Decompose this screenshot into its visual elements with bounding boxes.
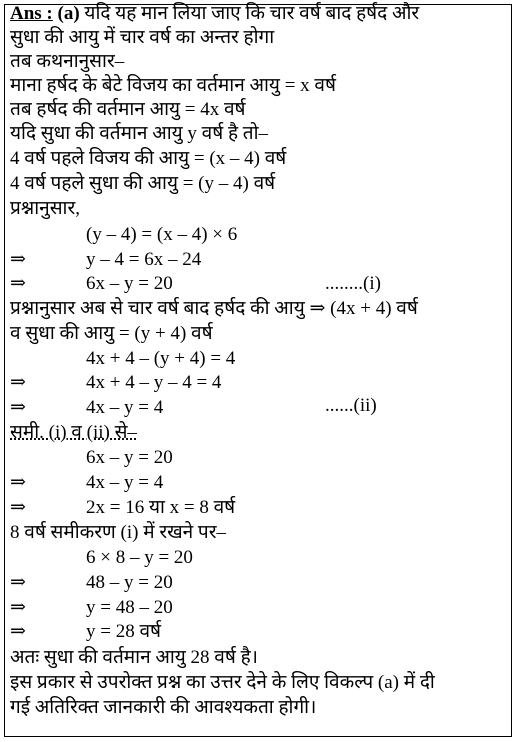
answer-line-27: अतः सुधा की वर्तमान आयु 28 वर्ष है। bbox=[10, 647, 258, 668]
implies-icon: ⇒ bbox=[10, 249, 26, 270]
equation-tag-ii: ......(ii) bbox=[325, 395, 377, 416]
equation-9: 2x = 16 या x = 8 वर्ष bbox=[86, 497, 236, 518]
answer-line-1 bbox=[10, 2, 419, 26]
answer-line-4: माना हर्षद के बेटे विजय का वर्तमान आयु = x वर्ष bbox=[10, 75, 336, 96]
equation-10: 6 × 8 – y = 20 bbox=[86, 547, 193, 568]
answer-line-7: 4 वर्ष पहले विजय की आयु = (x – 4) वर्ष bbox=[10, 148, 287, 169]
answer-line-28: इस प्रकार से उपरोक्त प्रश्न का उत्तर देने के लिए विकल्प (a) में दी bbox=[10, 672, 435, 693]
equation-11: 48 – y = 20 bbox=[86, 572, 173, 593]
implies-icon: ⇒ bbox=[10, 397, 26, 418]
answer-line-29: गई अतिरिक्त जानकारी की आवश्यकता होगी। bbox=[10, 697, 317, 718]
equation-7: 6x – y = 20 bbox=[86, 447, 173, 468]
line-text: समी. (i) व (ii) से– bbox=[10, 422, 137, 443]
answer-line-13: प्रश्नानुसार अब से चार वर्ष बाद हर्षद की आयु ⇒ (4x + 4) वर्ष bbox=[10, 298, 418, 319]
implies-icon: ⇒ bbox=[10, 572, 26, 593]
implies-icon: ⇒ bbox=[10, 472, 26, 493]
ans-label: Ans : bbox=[10, 3, 53, 24]
equation-4: 4x + 4 – (y + 4) = 4 bbox=[86, 348, 236, 369]
implies-icon: ⇒ bbox=[10, 497, 26, 518]
answer-line-18 bbox=[10, 421, 137, 445]
equation-5: 4x + 4 – y – 4 = 4 bbox=[86, 372, 222, 393]
option-label: (a) bbox=[57, 3, 80, 24]
implies-icon: ⇒ bbox=[10, 621, 26, 642]
answer-line-14: व सुधा की आयु = (y + 4) वर्ष bbox=[10, 323, 213, 344]
answer-line-6: यदि सुधा की वर्तमान आयु y वर्ष है तो– bbox=[10, 123, 269, 144]
equation-13: y = 28 वर्ष bbox=[86, 621, 162, 642]
equation-1: (y – 4) = (x – 4) × 6 bbox=[86, 224, 238, 245]
answer-line-22: 8 वर्ष समीकरण (i) में रखने पर– bbox=[10, 522, 226, 543]
equation-6: 4x – y = 4 bbox=[86, 397, 164, 418]
answer-line-2: सुधा की आयु में चार वर्ष का अन्तर होगा bbox=[10, 27, 275, 48]
answer-line-8: 4 वर्ष पहले सुधा की आयु = (y – 4) वर्ष bbox=[10, 173, 276, 194]
implies-icon: ⇒ bbox=[10, 372, 26, 393]
equation-tag-i: ........(i) bbox=[325, 273, 381, 294]
answer-line-5: तब हर्षद की वर्तमान आयु = 4x वर्ष bbox=[10, 99, 246, 120]
implies-icon: ⇒ bbox=[10, 273, 26, 294]
equation-12: y = 48 – 20 bbox=[86, 597, 173, 618]
equation-8: 4x – y = 4 bbox=[86, 472, 164, 493]
implies-icon: ⇒ bbox=[10, 597, 26, 618]
answer-line-3: तब कथनानुसार– bbox=[10, 51, 125, 72]
equation-3: 6x – y = 20 bbox=[86, 273, 173, 294]
line-text: यदि यह मान लिया जाए कि चार वर्ष बाद हर्षद और bbox=[84, 3, 420, 24]
answer-line-9: प्रश्नानुसार, bbox=[10, 198, 80, 219]
equation-2: y – 4 = 6x – 24 bbox=[86, 249, 202, 270]
